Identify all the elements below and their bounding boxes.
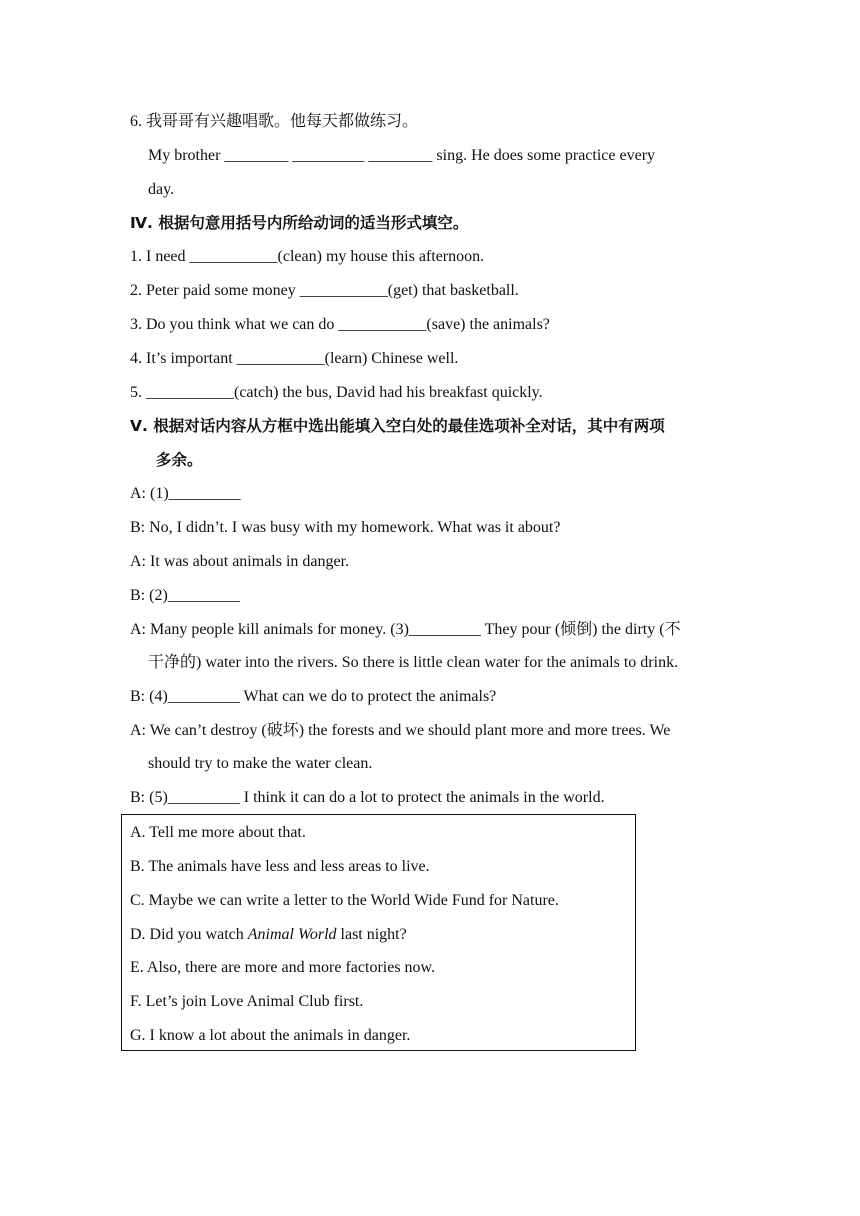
section5-heading-line2: 多余。 xyxy=(156,451,203,469)
section4-item-3: 3. Do you think what we can do ___________(save) the animals? xyxy=(130,316,550,333)
dialogue-line-8: B: (5)_________ I think it can do a lot to protect the animals in the world. xyxy=(130,789,605,806)
section4-heading: Ⅳ. 根据句意用括号内所给动词的适当形式填空。 xyxy=(130,214,469,232)
dialogue-line-3: A: It was about animals in danger. xyxy=(130,553,350,570)
section4-item-4: 4. It’s important ___________(learn) Chinese well. xyxy=(130,350,459,367)
option-d-suffix: last night? xyxy=(336,926,407,943)
dialogue-line-7: A: We can’t destroy (破坏) the forests and we should plant more and more trees. We xyxy=(130,722,671,739)
option-a: A. Tell me more about that. xyxy=(130,824,306,841)
option-c: C. Maybe we can write a letter to the World Wide Fund for Nature. xyxy=(130,892,559,909)
dialogue-line-2: B: No, I didn’t. I was busy with my homework. What was it about? xyxy=(130,519,561,536)
option-g: G. I know a lot about the animals in danger. xyxy=(130,1027,411,1044)
options-box xyxy=(121,814,636,1051)
dialogue-line-6: B: (4)_________ What can we do to protect the animals? xyxy=(130,688,497,705)
option-d-prefix: D. Did you watch xyxy=(130,926,248,943)
section4-item-2: 2. Peter paid some money ___________(get) that basketball. xyxy=(130,282,519,299)
section4-item-1: 1. I need ___________(clean) my house this afternoon. xyxy=(130,248,485,265)
option-e: E. Also, there are more and more factories now. xyxy=(130,959,436,976)
q6-chinese: 6. 我哥哥有兴趣唱歌。他每天都做练习。 xyxy=(130,113,419,130)
dialogue-line-5: A: Many people kill animals for money. (3)_________ They pour (倾倒) the dirty (不 xyxy=(130,621,681,638)
section4-item-5: 5. ___________(catch) the bus, David had his breakfast quickly. xyxy=(130,384,543,401)
dialogue-line-7-cont: should try to make the water clean. xyxy=(148,755,373,772)
option-b: B. The animals have less and less areas to live. xyxy=(130,858,430,875)
option-d xyxy=(130,925,407,945)
dialogue-line-1: A: (1)_________ xyxy=(130,485,241,502)
q6-english-line1: My brother ________ _________ ________ sing. He does some practice every xyxy=(148,147,656,164)
option-d-title: Animal World xyxy=(247,926,337,943)
dialogue-line-4: B: (2)_________ xyxy=(130,587,240,604)
dialogue-line-5-cont: 干净的) water into the rivers. So there is little clean water for the animals to drink. xyxy=(148,654,679,671)
section5-heading-line1: Ⅴ. 根据对话内容从方框中选出能填入空白处的最佳选项补全对话，其中有两项 xyxy=(130,417,665,435)
option-f: F. Let’s join Love Animal Club first. xyxy=(130,993,364,1010)
q6-english-line2: day. xyxy=(148,181,175,198)
